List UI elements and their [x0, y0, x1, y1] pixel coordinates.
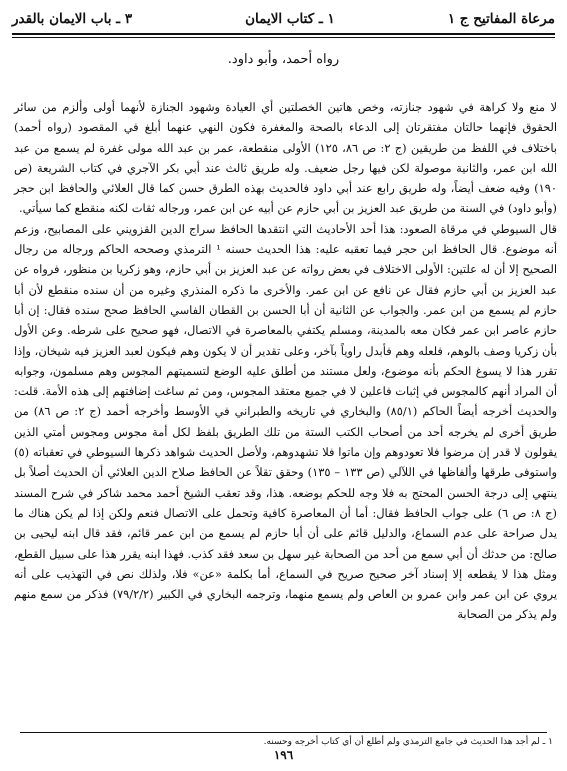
header-book-title: مرعاة المفاتيح ج ١: [447, 11, 555, 27]
footnote: ١ ـ لم أجد هذا الحديث في جامع الترمذي ولم أطلع أن أي كتاب أخرجه وحسنه.: [263, 737, 553, 747]
page-number: ١٩٦: [273, 748, 294, 762]
body-paragraph: قال السيوطي في مرقاة الصعود: هذا أحد الأحاديث التي انتقدها الحافظ سراج الدين القزويني على المصابيح، وزعم أنه موضوع. قال الحافظ ابن حجر فيما تعقبه عليه: هذا الحديث حسنه ¹ الترمذي وصححه الحاكم ورجاله من رجال الصحيح إلا أن له علتين: الأولى الاختلاف في بعض رواته عن عبد العزيز بن أبي حازم، وهو زكريا بن منظور، فرواه عن عبد العزيز بن أبي حازم فقال عن نافع عن ابن عمر. والأخرى ما ذكره المنذري وغيره من أن سنده منقطع لأن أبا حازم لم يسمع من ابن عمر. والجواب عن الثانية أن أبا الحسن بن القطان الفاسي الحافظ صحح سنده فقال: إن أبا حازم عاصر ابن عمر فكان معه بالمدينة، ومسلم يكتفي بالمعاصرة في الاتصال، فهو صحيح على شرطه. وعن الأول بأن زكريا وصف بالوهم، فلعله وهم فأبدل راوياً بآخر، وعلى تقدير أن لا يكون وهم فيكون لعبد العزيز فيه شيخان، وإذا تقرر هذا لا يسوغ الحكم بأنه موضوع، ولعل مستند من أطلق عليه الوضع لتسميتهم المجوس وهم مسلمون، وجوابه أن المراد أنهم كالمجوس في إثبات فاعلين لا في جميع معتقد المجوس، ومن ثم ساغت إضافتهم إلى هذه الأمة. قلت: والحديث أخرجه أيضاً الحاكم (٨٥/١) والبخاري في تاريخه والطبراني في الأوسط وأخرجه أحمد (ج ٢: ص ٨٦) من طريق أخرى لم يخرجه أحد من أصحاب الكتب الستة من تلك الطريق بلفظ لكل أمة مجوس ومجوس أمتي الذين يقولون لا قدر إن مرضوا فلا تعودوهم وإن ماتوا فلا تشهدوهم، ولأصل الحديث شواهد ذكرها السيوطي في تعقباته (٥) واستوفى طرقها وألفاظها في اللآلي (ص ١٣٣ – ١٣٥) وحقق تقلاً عن الحافظ صلاح الدين العلائي أن الحديث أصلاً بل ينتهي إلى درجة الحسن المحتج به فلا وجه للحكم بوضعه. هذا، وقد تعقب الشيخ أحمد محمد شاكر في شرح المسند (ج ٨: ص ٦) على جواب الحافظ فقال: أما أن المعاصرة كافية وتحمل على الاتصال فنعم ولكن إذا لم يكن هناك ما يدل صراحة على عدم السماع، والدليل قائم على أن أبا حازم لم يسمع من ابن عمر قائم، فقد قال ابنه ليحيى بن صالح: من حدثك أن أبي سمع من أحد من الصحابة غير سهل بن سعد فقد كذب. فهذا ابنه يقرر هذا على سبيل القطع، ومثل هذا لا يقطعه إلا إسناد آخر صحيح صريح في السماع، أما بكلمة «عن» فلا، ولذلك نص في التهذيب على أنه يروي عن ابن عمر وابن عمرو بن العاص ولم يسمع منهما، وترجمه البخاري في الكبير (٧٩/٢/٢) فذكر من سمع منهم ولم يذكر من الصحابة: [14, 221, 558, 622]
header-rule-thick: [12, 33, 555, 35]
body-paragraph: لا منع ولا كراهة في شهود جنازته، وخص هاتين الخصلتين أي العيادة وشهود الجنازة لأنهما أولى وألزم من سائر الحقوق فإنهما حالتان مفتقرتان إلى الدعاء بالصحة والمغفرة فكون النهي عنهما أبلغ في المقصود (رواه أحمد) باختلاف في اللفظ من طريقين (ج ٢: ص ٨٦، ١٢٥) الأولى منقطعة، عمر بن عبد الله مولى غفرة لم يسمع من عبد الله ابن عمر، والثانية موصولة لكن فيها رجل ضعيف. وله طريق ثالث عند أبي بكر الآجري في كتاب الشريعة (ص ١٩٠) وفيه ضعف أيضاً، وله طريق رابع عند أبي داود فالحديث بهذه الطرق حسن كما قال العلائي والحافظ ابن حجر (وأبو داود) في السنة من طريق عبد العزيز بن أبي حازم عن أبيه عن ابن عمر، ورجاله ثقات لكنه منقطع كما سيأتي.: [14, 100, 557, 216]
header-chapter: ١ ـ كتاب الايمان: [245, 11, 335, 27]
header-section: ٣ ـ باب الايمان بالقدر: [12, 11, 133, 27]
hadith-reference: رواه أحمد، وأبو داود.: [227, 52, 340, 67]
commentary-body: [14, 97, 557, 625]
header-rule-thin: [12, 37, 555, 38]
running-header: [12, 6, 555, 32]
footnote-rule: [20, 732, 547, 733]
